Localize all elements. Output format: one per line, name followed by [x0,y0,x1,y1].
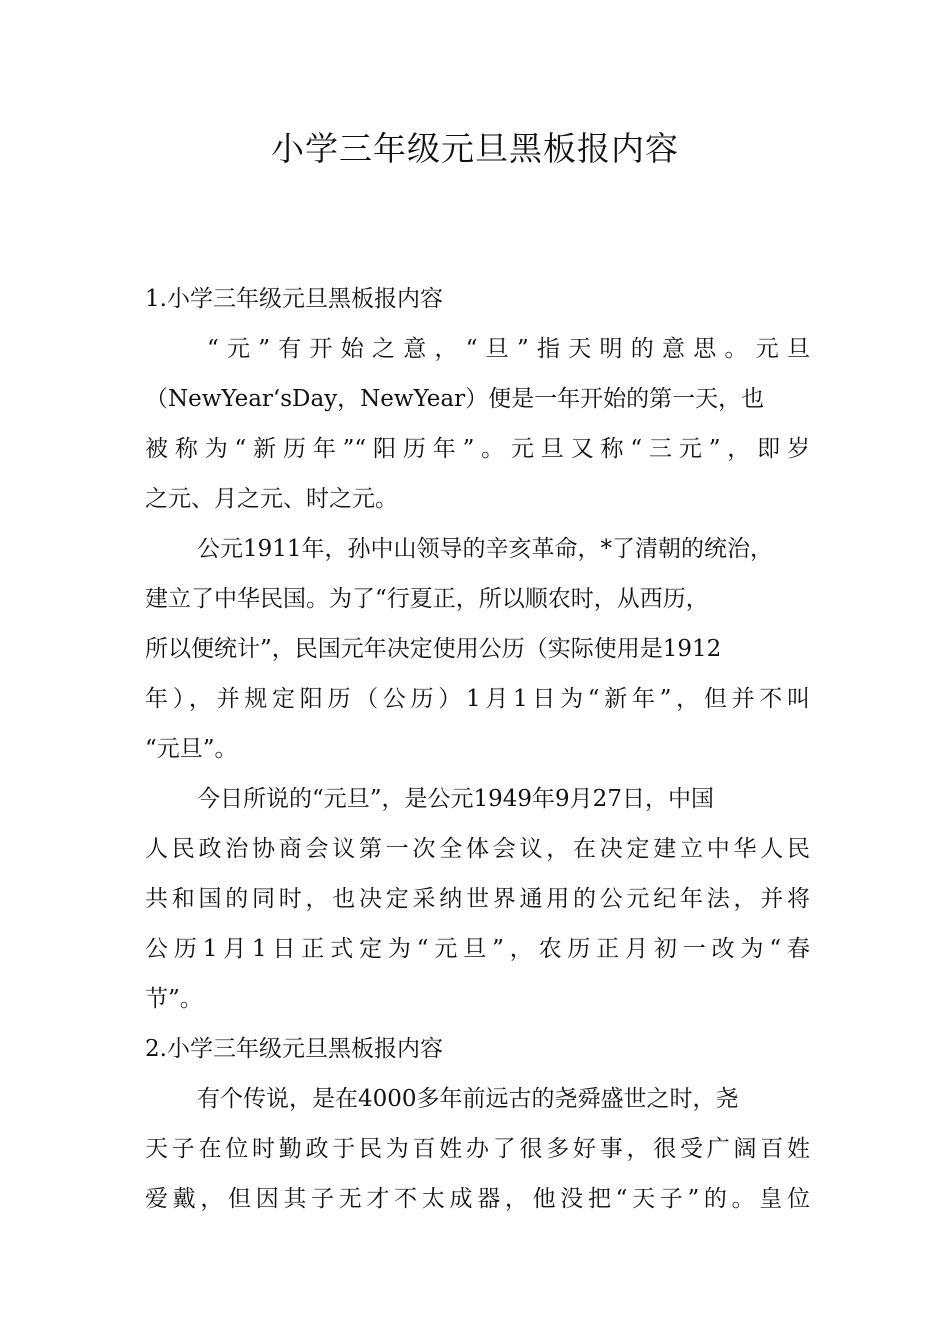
paragraph-line: “元”有开始之意，“旦”指天明的意思。元旦 [207,336,810,362]
paragraph-line: （NewYear‘sDay，NewYear）便是一年开始的第一天，也 [145,386,765,412]
section-heading-1: 1.小学三年级元旦黑板报内容 [145,286,443,312]
document-title: 小学三年级元旦黑板报内容 [271,129,679,168]
paragraph-line: 爱戴，但因其子无才不太成器，他没把“天子”的。皇位 [145,1186,810,1212]
paragraph-line: 之元、月之元、时之元。 [145,486,398,512]
paragraph-line: 天子在位时勤政于民为百姓办了很多好事，很受广阔百姓 [145,1136,810,1162]
paragraph-line: 年），并规定阳历（公历）1月1日为“新年”，但并不叫 [145,686,810,712]
paragraph-line: 共和国的同时，也决定采纳世界通用的公元纪年法，并将 [145,886,810,912]
paragraph-line: 公元1911年，孙中山领导的辛亥革命，*了清朝的统治， [197,536,774,562]
paragraph-line: “元旦”。 [145,736,238,762]
paragraph-line: 所以便统计”，民国元年决定使用公历（实际使用是1912 [145,636,722,662]
paragraph-line: 有个传说，是在4000多年前远古的尧舜盛世之时，尧 [197,1086,739,1112]
paragraph-line: 今日所说的“元旦”，是公元1949年9月27日，中国 [197,786,714,812]
section-heading-2: 2.小学三年级元旦黑板报内容 [145,1036,443,1062]
paragraph-line: 节”。 [145,986,203,1012]
document-body [145,274,810,1224]
paragraph-line: 人民政治协商会议第一次全体会议，在决定建立中华人民 [145,836,810,862]
paragraph-line: 建立了中华民国。为了“行夏正，所以顺农时，从西历， [145,586,709,612]
paragraph-line: 公历1月1日正式定为“元旦”，农历正月初一改为“春 [145,936,810,962]
paragraph-line: 被称为“新历年”“阳历年”。元旦又称“三元”，即岁 [145,436,810,462]
